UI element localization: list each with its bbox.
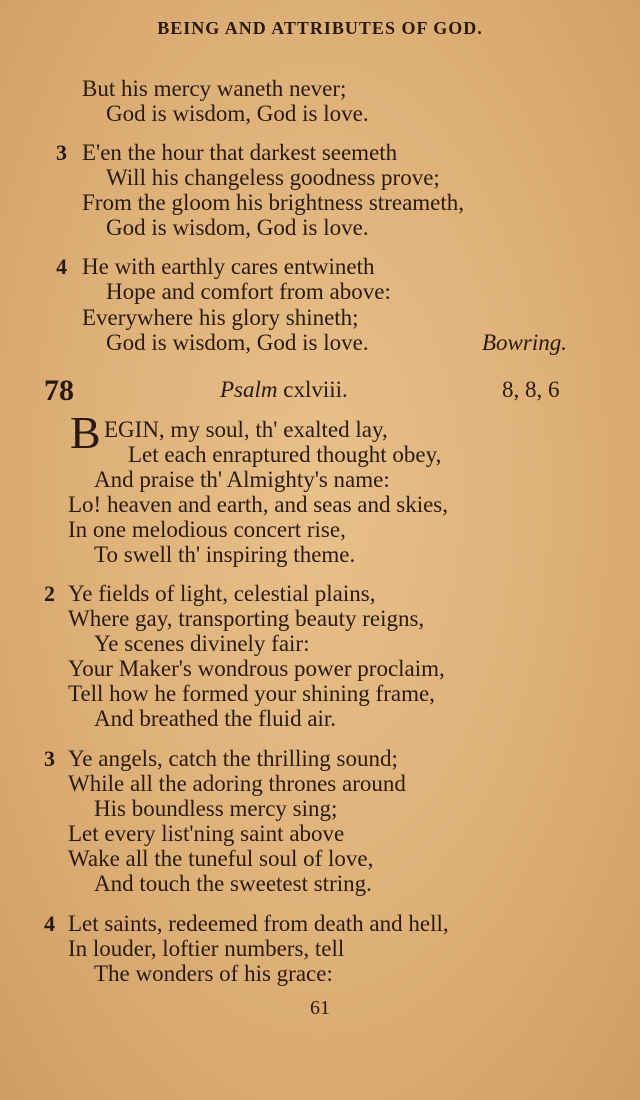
verse-line: Your Maker's wondrous power proclaim,	[68, 656, 445, 681]
verse-line: God is wisdom, God is love.	[106, 215, 369, 240]
page-number: 61	[310, 997, 330, 1019]
verse-line: Let every list'ning saint above	[68, 821, 345, 846]
verse-number: 3	[44, 746, 55, 771]
verse-line: E'en the hour that darkest seemeth	[82, 140, 398, 165]
verse-number: 4	[44, 911, 55, 936]
verse-line: His boundless mercy sing;	[94, 796, 338, 821]
verse-line: While all the adoring thrones around	[68, 771, 406, 796]
verse-line: Wake all the tuneful soul of love,	[68, 846, 374, 871]
hymn-title-psalm: Psalm	[220, 377, 278, 402]
verse-line: He with earthly cares entwineth	[82, 254, 375, 279]
verse-line: Ye fields of light, celestial plains,	[68, 581, 376, 606]
verse-line: Everywhere his glory shineth;	[82, 305, 359, 330]
verse-line: And breathed the fluid air.	[94, 706, 337, 731]
verse-line: From the gloom his brightness streameth,	[82, 190, 465, 215]
verse-line: Let each enraptured thought obey,	[128, 442, 442, 467]
verse-number: 3	[56, 140, 67, 165]
verse-line: Ye scenes divinely fair:	[94, 631, 310, 656]
hymn-title	[220, 378, 348, 401]
verse-line: Let saints, redeemed from death and hell,	[68, 911, 449, 936]
verse-line: Where gay, transporting beauty reigns,	[68, 606, 425, 631]
verse-line: Lo! heaven and earth, and seas and skies,	[68, 492, 448, 517]
verse-line: In louder, loftier numbers, tell	[68, 936, 345, 961]
running-header: BEING AND ATTRIBUTES OF GOD.	[157, 18, 483, 38]
verse-line: But his mercy waneth never;	[82, 76, 347, 101]
verse-line: Will his changeless goodness prove;	[106, 165, 440, 190]
verse-line: To swell th' inspiring theme.	[94, 542, 356, 567]
verse-line: The wonders of his grace:	[94, 961, 333, 986]
verse-line: Ye angels, catch the thrilling sound;	[68, 746, 398, 771]
drop-cap: B	[70, 407, 101, 458]
author-attribution: Bowring.	[482, 330, 567, 355]
hymn-number: 78	[44, 374, 74, 407]
verse-number: 4	[56, 254, 67, 279]
verse-line: Hope and comfort from above:	[106, 279, 391, 304]
verse-line: God is wisdom, God is love.	[106, 330, 369, 355]
verse-line: EGIN, my soul, th' exalted lay,	[104, 417, 388, 442]
verse-line: In one melodious concert rise,	[68, 517, 346, 542]
verse-line: God is wisdom, God is love.	[106, 101, 369, 126]
verse-number: 2	[44, 581, 55, 606]
verse-line: And touch the sweetest string.	[94, 871, 372, 896]
hymn-meter: 8, 8, 6	[502, 377, 560, 402]
hymn-title-number: cxlviii.	[283, 377, 348, 402]
verse-line: And praise th' Almighty's name:	[94, 467, 390, 492]
verse-line: Tell how he formed your shining frame,	[68, 681, 435, 706]
